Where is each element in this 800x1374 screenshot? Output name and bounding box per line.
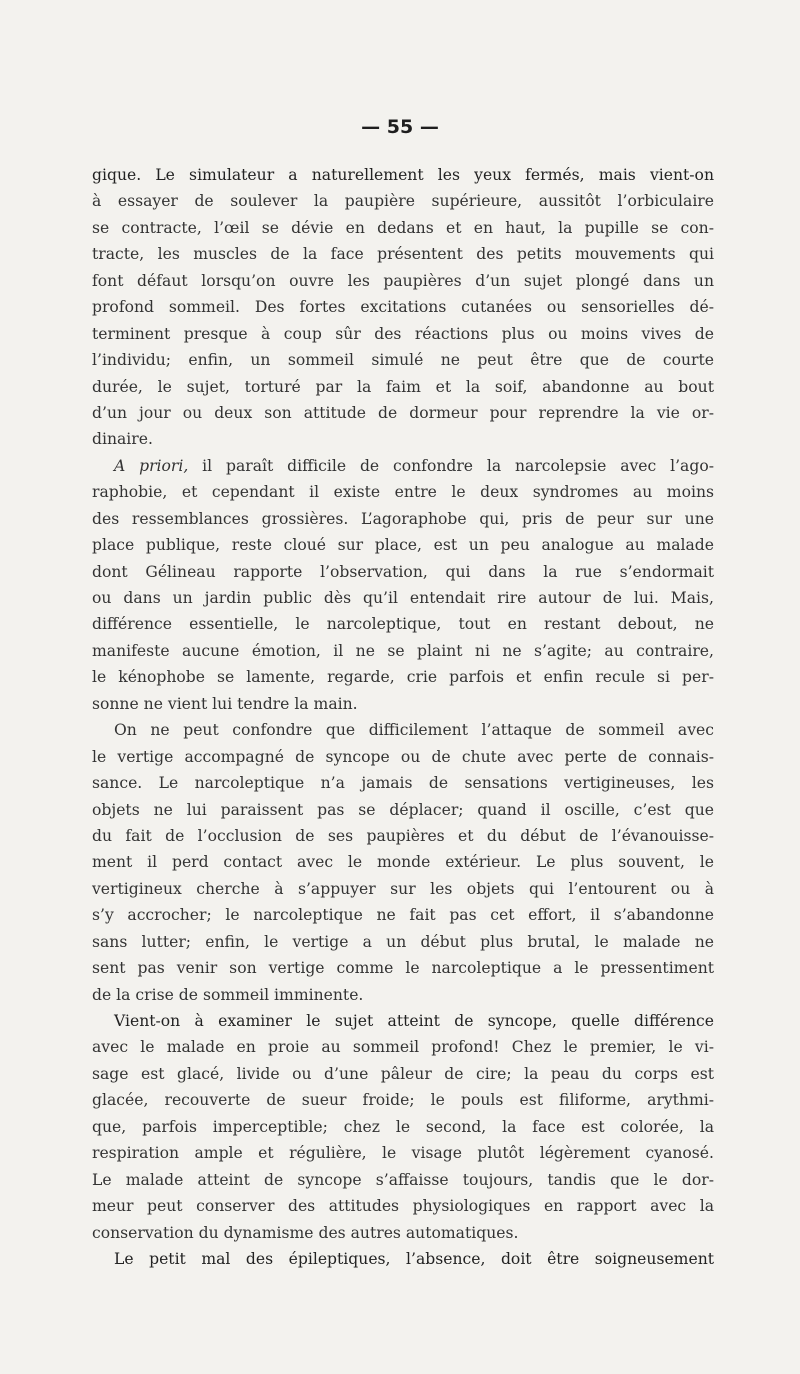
text-line: dont Gélineau rapporte l’observation, qui dans la rue s’endormait [92,562,714,581]
text-line: gique. Le simulateur a naturellement les yeux fermés, mais vient-on [92,166,714,184]
text-line: ment il perd contact avec le monde extérieur. Le plus souvent, le [92,853,714,872]
text-line: l’individu; enfin, un sommeil simulé ne peut être que de courte [92,351,714,370]
text-line: place publique, reste cloué sur place, est un peu analogue au malade [92,536,714,555]
text-line: dinaire. [92,430,153,449]
text-line: profond sommeil. Des fortes excitations cutanées ou sensorielles dé- [92,298,714,317]
text-line: meur peut conserver des attitudes physiologiques en rapport avec la [92,1197,714,1216]
text-line: le vertige accompagné de syncope ou de chute avec perte de connais- [92,747,714,766]
text-line: à essayer de soulever la paupière supérieure, aussitôt l’orbiculaire [92,192,714,211]
text-line: Le petit mal des épileptiques, l’absence, doit être soigneusement [114,1249,714,1268]
text-line: avec le malade en proie au sommeil profond! Chez le premier, le vi- [92,1038,714,1057]
text-line: des ressemblances grossières. L’agoraphobe qui, pris de peur sur une [92,509,714,528]
text-line: le kénophobe se lamente, regarde, crie parfois et enfin recule si per- [92,668,714,687]
text-line: de la crise de sommeil imminente. [92,985,364,1004]
italic-phrase: A priori, [114,456,189,475]
text-line: manifeste aucune émotion, il ne se plaint ni ne s’agite; au contraire, [92,641,714,660]
text-line: se contracte, l’œil se dévie en dedans et en haut, la pupille se con- [92,218,714,237]
text-line: Le malade atteint de syncope s’affaisse toujours, tandis que le dor- [92,1170,714,1189]
text-line: sance. Le narcoleptique n’a jamais de sensations vertigineuses, les [92,774,714,793]
text-line: font défaut lorsqu’on ouvre les paupières d’un sujet plongé dans un [92,271,714,290]
text-line: conservation du dynamisme des autres automatiques. [92,1223,519,1242]
text-line: objets ne lui paraissent pas se déplacer; quand il oscille, c’est que [92,800,714,819]
text-line: ou dans un jardin public dès qu’il entendait rire autour de lui. Mais, [92,589,714,607]
text-line: tracte, les muscles de la face présentent des petits mouvements qui [92,245,714,264]
text-line: sage est glacé, livide ou d’une pâleur de cire; la peau du corps est [92,1064,714,1083]
text-line: respiration ample et régulière, le visage plutôt légèrement cyanosé. [92,1144,714,1163]
text-line [92,453,714,479]
text-line: différence essentielle, le narcoleptique, tout en restant debout, ne [92,615,714,634]
text-line: s’y accrocher; le narcoleptique ne fait pas cet effort, il s’abandonne [92,906,714,925]
text-line: sonne ne vient lui tendre la main. [92,694,358,713]
body-text [92,162,714,1272]
text-line: vertigineux cherche à s’appuyer sur les objets qui l’entourent ou à [92,879,714,898]
text-line: que, parfois imperceptible; chez le second, la face est colorée, la [92,1117,714,1136]
page-number: — 55 — [361,116,439,138]
text-line: On ne peut confondre que difficilement l’attaque de sommeil avec [114,721,714,740]
text-line: terminent presque à coup sûr des réactions plus ou moins vives de [92,324,714,343]
text-line: sans lutter; enfin, le vertige a un début plus brutal, le malade ne [92,932,714,951]
text-line: d’un jour ou deux son attitude de dormeur pour reprendre la vie or- [92,403,714,422]
text-line: durée, le sujet, torturé par la faim et la soif, abandonne au bout [92,377,714,396]
text-line: Vient-on à examiner le sujet atteint de syncope, quelle différence [114,1012,714,1030]
text-line: glacée, recouverte de sueur froide; le pouls est filiforme, arythmi- [92,1091,714,1110]
text-line: sent pas venir son vertige comme le narcoleptique a le pressentiment [92,959,714,978]
text-line: du fait de l’occlusion de ses paupières et du début de l’évanouisse- [92,826,714,845]
text-line-rest: il paraît difficile de confondre la narcolepsie avec l’ago- [188,456,714,475]
text-line: raphobie, et cependant il existe entre le deux syndromes au moins [92,483,714,502]
